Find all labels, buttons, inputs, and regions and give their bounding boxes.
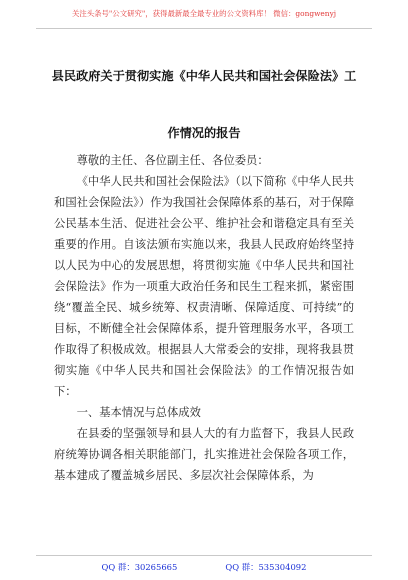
footer-qq-group-2: QQ 群：535304092	[225, 562, 307, 572]
header-promo-text: 关注头条号"公文研究"，获得最新最全最专业的公文资料库！ 微信：gongwenyj	[71, 9, 337, 18]
document-title-line-1: 县民政府关于贯彻实施《中华人民共和国社会保险法》工	[51, 69, 357, 83]
footer-qq-group-1: QQ 群：30265665	[101, 562, 178, 572]
document-title-line-2: 作情况的报告	[167, 126, 241, 140]
page-header	[36, 0, 372, 29]
section-heading-1: 一、基本情况与总体成效	[76, 406, 201, 419]
greeting: 尊敬的主任、各位副主任、各位委员：	[76, 154, 269, 167]
paragraph-intro: 《中华人民共和国社会保险法》（以下简称《中华人民共和国社会保险法》）作为我国社会保障体系的基石，对于保障公民基本生活、促进社会公平、维护社会和谐稳定具有至关重要的作用。自该法颁布实施以来，我县人民政府始终坚持以人民为中心的发展思想，将贯彻实施《中华人民共和国社会保险法》作为一项重大政治任务和民生工程来抓，紧密围绕“覆盖全民、城乡统筹、权责清晰、保障适度、可持续”的目标，不断健全社会保障体系，提升管理服务水平，各项工作取得了积极成效。根据县人大常委会的安排，现将我县贯彻实施《中华人民共和国社会保险法》的工作情况报告如下：	[54, 175, 354, 398]
paragraph-section-1: 在县委的坚强领导和县人大的有力监督下，我县人民政府统筹协调各相关职能部门，扎实推进社会保险各项工作，基本建成了覆盖城乡居民、多层次社会保障体系，为	[54, 427, 354, 482]
document-body	[54, 150, 354, 486]
page-footer	[36, 555, 372, 580]
